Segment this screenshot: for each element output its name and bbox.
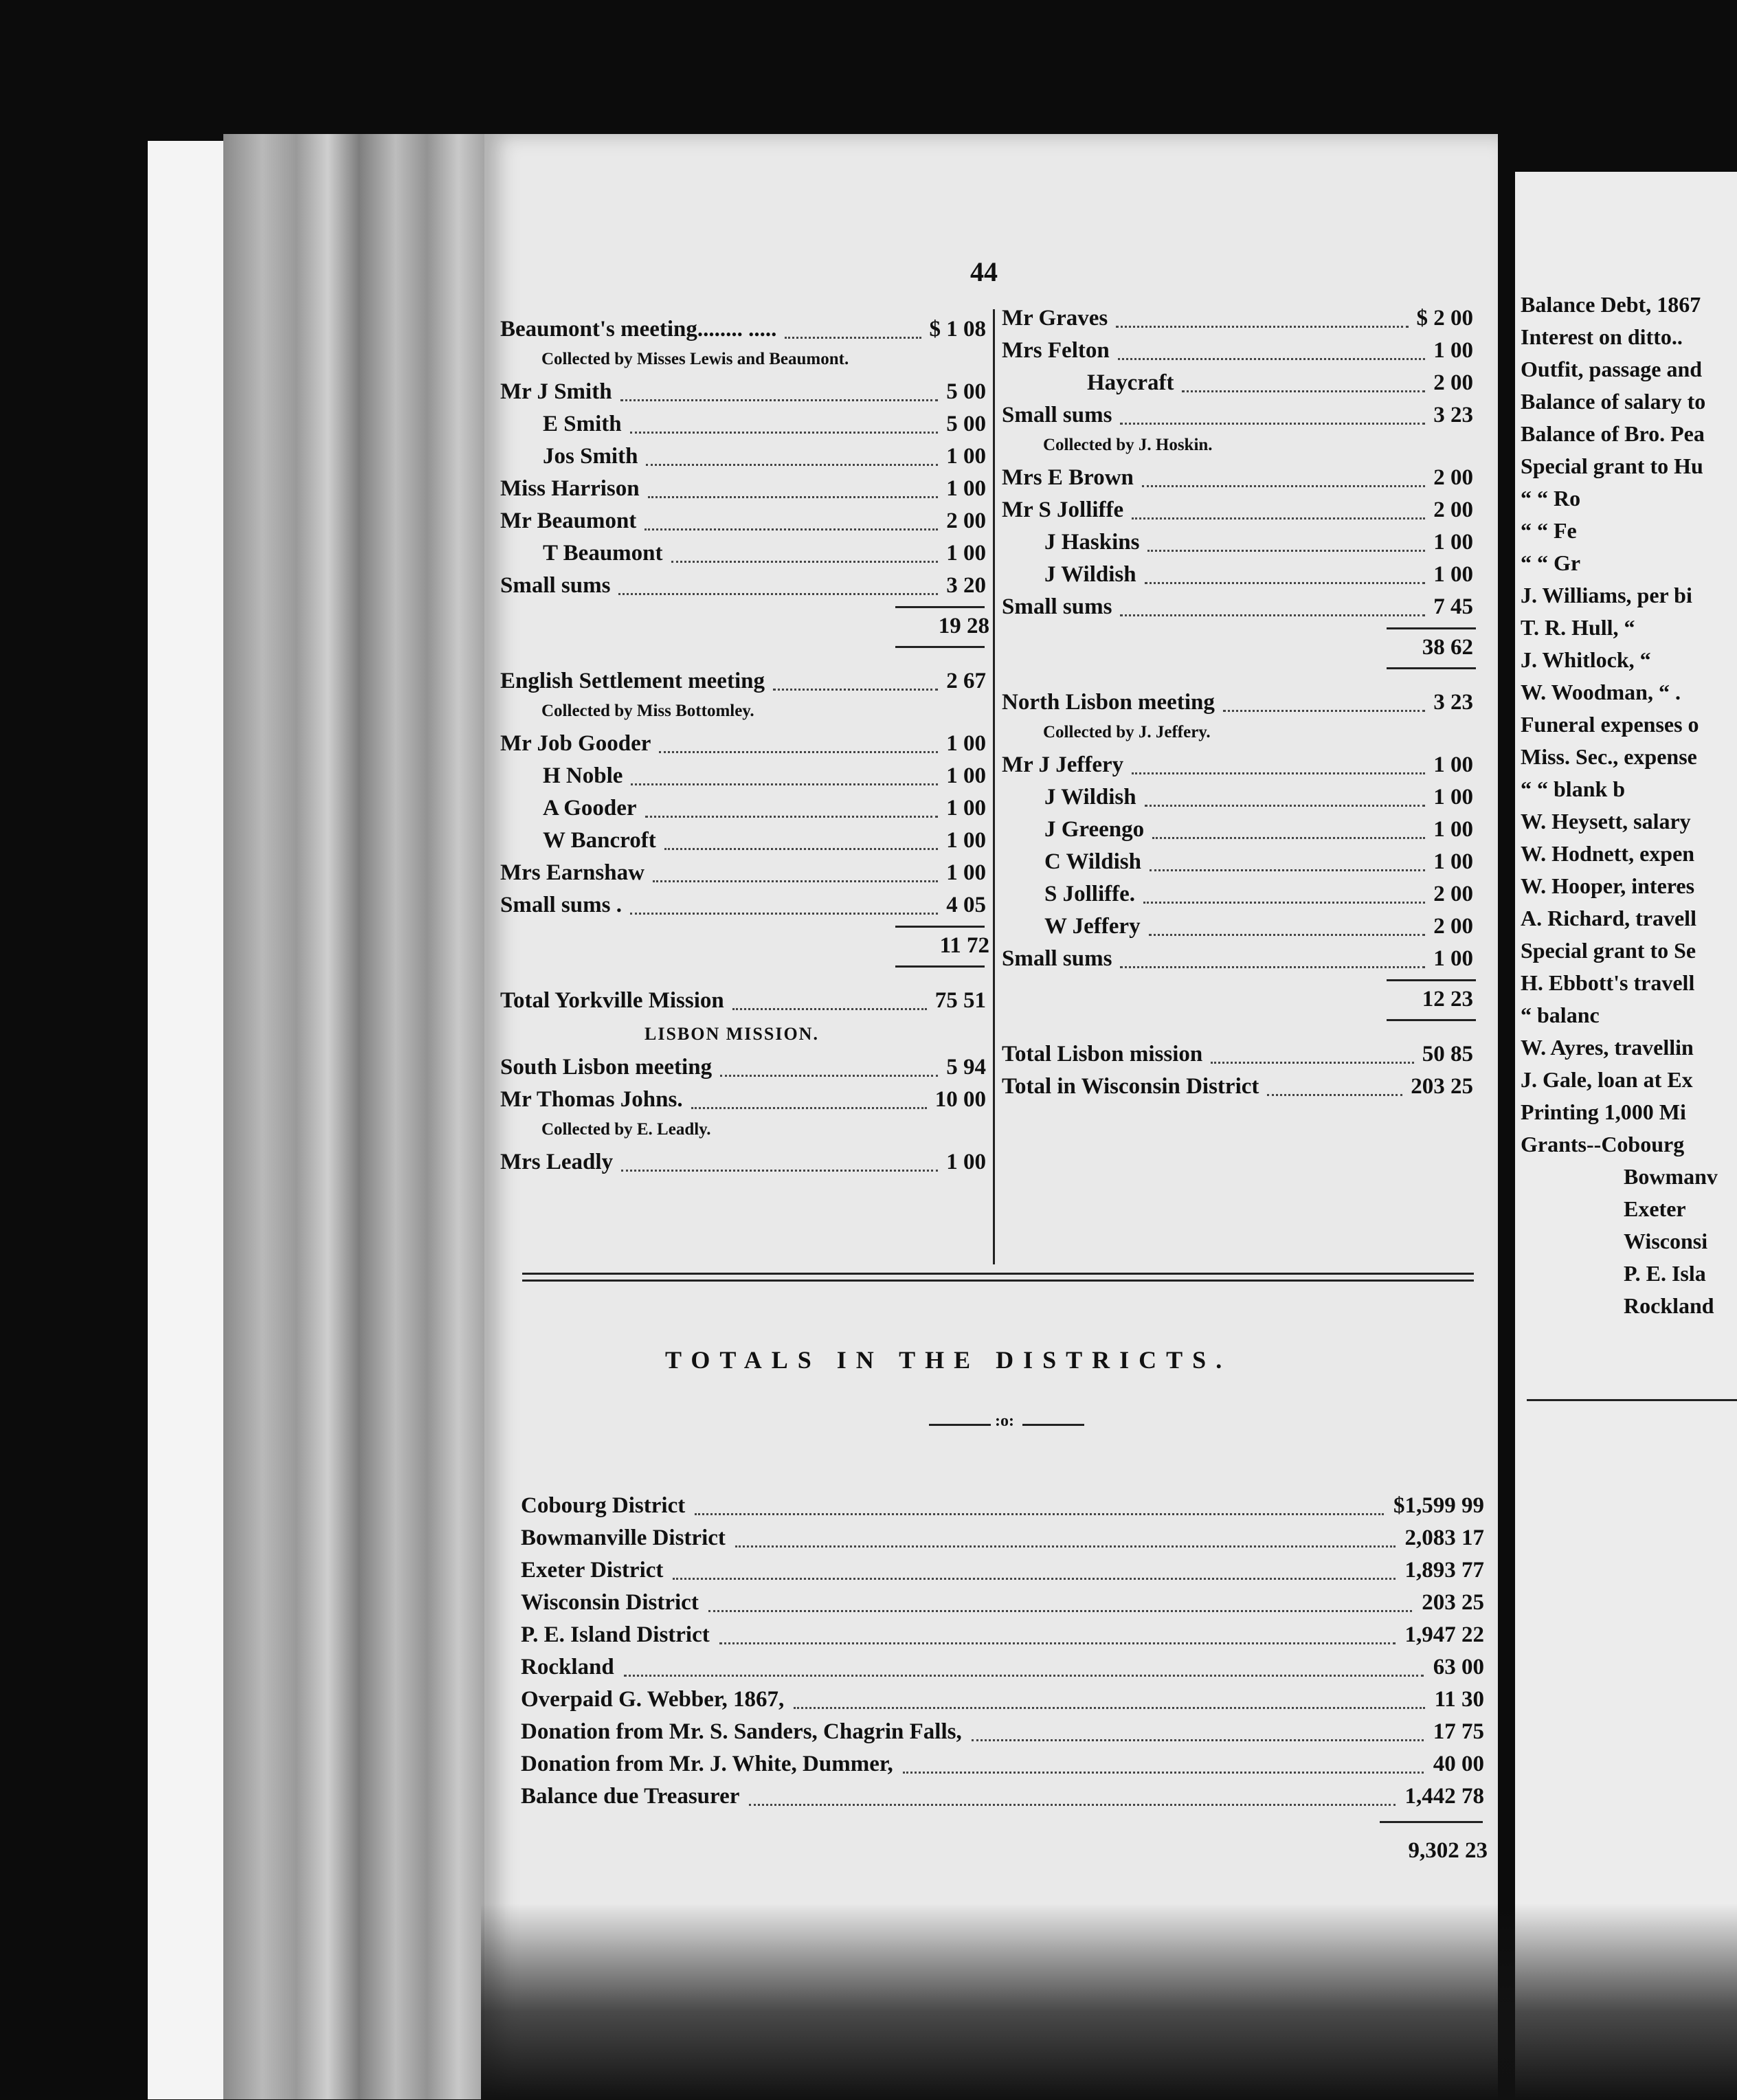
entry-label: A Gooder: [543, 796, 637, 820]
facing-page-line: Grants--Cobourg: [1521, 1132, 1685, 1157]
entry-label: Small sums: [1002, 403, 1112, 427]
facing-page-rule: [1527, 1399, 1737, 1401]
leader-dots: [1118, 358, 1426, 360]
district-label: Exeter District: [521, 1558, 664, 1583]
entry-label: J Haskins: [1044, 530, 1140, 555]
entry-label: English Settlement meeting: [500, 669, 765, 693]
facing-page-line: Rockland: [1624, 1293, 1714, 1318]
district-totals: [521, 1490, 1493, 1875]
entry-label: W Bancroft: [543, 828, 656, 853]
district-total-row: [521, 1587, 1490, 1618]
entry-label: Small sums: [1002, 946, 1112, 971]
district-label: Balance due Treasurer: [521, 1784, 740, 1809]
entry-amount: 1 00: [1433, 530, 1473, 555]
subtotal-rule: [895, 965, 985, 968]
district-amount: 2,083 17: [1404, 1526, 1484, 1550]
facing-page-line: “ “ blank b: [1521, 777, 1626, 801]
subtotal-rule: [895, 646, 985, 648]
leader-dots: [659, 751, 938, 753]
district-total-row: [521, 1780, 1490, 1812]
entry-label: Haycraft: [1087, 370, 1174, 395]
ledger-row: [500, 760, 991, 792]
ledger-row: [1002, 526, 1483, 558]
leader-dots: [1182, 390, 1425, 392]
entry-label: C Wildish: [1044, 849, 1141, 874]
entry-label: Jos Smith: [543, 444, 638, 469]
ledger-row: [1002, 559, 1483, 590]
entry-label: South Lisbon meeting: [500, 1055, 713, 1080]
ledger-row: [1002, 335, 1483, 366]
entry-amount: 1 00: [1433, 562, 1473, 587]
ledger-row: [1002, 814, 1483, 845]
facing-page-line: P. E. Isla: [1624, 1261, 1706, 1286]
entry-amount: 1 00: [946, 828, 986, 853]
ledger-row: [500, 313, 991, 345]
entry-amount: 1 00: [1433, 946, 1473, 971]
entry-amount: 1 00: [946, 1150, 986, 1174]
facing-page-line: W. Hooper, interes: [1521, 873, 1695, 898]
ledger-row: [500, 1084, 991, 1115]
entry-amount: 1 00: [946, 731, 986, 756]
facing-page-line: Interest on ditto..: [1521, 324, 1683, 349]
entry-label: Mr Job Gooder: [500, 731, 651, 756]
facing-page-lines: [1515, 289, 1737, 1333]
ledger-row: [500, 728, 991, 759]
entry-amount: 2 67: [946, 669, 986, 693]
ledger-row: [500, 857, 991, 889]
facing-page-line: Balance of Bro. Pea: [1521, 421, 1705, 446]
leader-dots: [695, 1513, 1384, 1515]
leader-dots: [1223, 710, 1425, 712]
entry-label: Mrs Felton: [1002, 338, 1110, 363]
leader-dots: [620, 399, 939, 401]
leader-dots: [631, 783, 938, 785]
right-column: [1002, 302, 1483, 1264]
entry-amount: 1 00: [946, 541, 986, 566]
leader-dots: [664, 848, 939, 850]
collector-note: Collected by J. Jeffery.: [1043, 723, 1211, 741]
district-amount: 63 00: [1433, 1655, 1484, 1679]
entry-label: J Greengo: [1044, 817, 1145, 842]
grand-total-amount: 9,302 23: [1408, 1838, 1488, 1863]
leader-dots: [1120, 423, 1425, 425]
entry-amount: 1 00: [1433, 338, 1473, 363]
district-total-row: [521, 1490, 1490, 1521]
leader-dots: [621, 1170, 938, 1172]
leader-dots: [673, 1578, 1395, 1580]
ledger-row: [1002, 462, 1483, 493]
entry-amount: 1 00: [1433, 817, 1473, 842]
ornament-rule: [1022, 1424, 1084, 1426]
ledger-row: [500, 537, 991, 569]
subtotal-rule: [1387, 1019, 1476, 1021]
collector-note: Collected by Misses Lewis and Beaumont.: [541, 350, 849, 368]
district-label: Donation from Mr. J. White, Dummer,: [521, 1752, 893, 1776]
leader-dots: [645, 816, 939, 818]
leader-dots: [624, 1675, 1424, 1677]
ledger-row: [1002, 749, 1483, 781]
entry-amount: 1 00: [946, 796, 986, 820]
entry-label: Small sums: [500, 573, 611, 598]
entry-label: Mr Graves: [1002, 306, 1108, 331]
district-amount: 17 75: [1433, 1719, 1484, 1744]
leader-dots: [903, 1772, 1424, 1774]
collector-note: Collected by Miss Bottomley.: [541, 702, 754, 720]
section-heading: LISBON MISSION.: [645, 1024, 819, 1044]
grand-total-rule: [1380, 1821, 1483, 1823]
district-amount: 1,442 78: [1404, 1784, 1484, 1809]
leader-dots: [691, 1107, 927, 1109]
ledger-row: [500, 440, 991, 472]
entry-amount: 2 00: [1433, 882, 1473, 906]
leader-dots: [719, 1642, 1396, 1644]
district-total-row: [521, 1554, 1490, 1586]
ledger-row: [1002, 911, 1483, 942]
facing-page-line: “ “ Gr: [1521, 550, 1581, 575]
entry-amount: 5 00: [946, 412, 986, 436]
facing-page-line: “ balanc: [1521, 1003, 1600, 1027]
page-number: 44: [970, 256, 998, 287]
totals-title: TOTALS IN THE DISTRICTS.: [665, 1346, 1232, 1374]
entry-amount: 5 94: [946, 1055, 986, 1080]
facing-page-line: J. Gale, loan at Ex: [1521, 1067, 1693, 1092]
leader-dots: [1145, 582, 1426, 584]
district-total-row: [521, 1716, 1490, 1747]
district-total-row: [521, 1619, 1490, 1651]
entry-label: Total Lisbon mission: [1002, 1042, 1203, 1066]
ledger-row: [1002, 1071, 1483, 1102]
leader-dots: [1116, 326, 1408, 328]
facing-page-line: W. Heysett, salary: [1521, 809, 1691, 834]
leader-dots: [972, 1739, 1424, 1741]
leader-dots: [1149, 934, 1426, 936]
leader-dots: [630, 432, 939, 434]
leader-dots: [749, 1804, 1395, 1806]
entry-amount: 50 85: [1422, 1042, 1473, 1066]
entry-label: E Smith: [543, 412, 622, 436]
facing-page-line: Printing 1,000 Mi: [1521, 1099, 1686, 1124]
entry-amount: 4 05: [946, 893, 986, 917]
ledger-row: [500, 376, 991, 407]
entry-amount: 75 51: [934, 988, 986, 1013]
totals-ornament: :o:: [995, 1412, 1014, 1430]
ledger-row: [500, 665, 991, 697]
entry-label: Beaumont's meeting........ .....: [500, 317, 777, 342]
subtotal-amount: 19 28: [938, 614, 989, 638]
ledger-row: [1002, 686, 1483, 718]
leader-dots: [1142, 485, 1425, 487]
entry-label: Mr J Jeffery: [1002, 752, 1124, 777]
entry-amount: 1 00: [1433, 849, 1473, 874]
entry-label: Miss Harrison: [500, 476, 640, 501]
scan-margin: [148, 141, 223, 2099]
leader-dots: [646, 464, 938, 466]
district-amount: 1,947 22: [1404, 1622, 1484, 1647]
facing-page-line: Wisconsi: [1624, 1229, 1708, 1253]
left-column: [500, 313, 995, 1275]
section-rule: [522, 1280, 1474, 1282]
entry-label: Mrs E Brown: [1002, 465, 1134, 490]
ledger-row: [500, 889, 991, 921]
entry-label: Mr Thomas Johns.: [500, 1087, 683, 1112]
district-label: Cobourg District: [521, 1493, 686, 1518]
entry-label: Mr Beaumont: [500, 509, 637, 533]
collector-note: Collected by J. Hoskin.: [1043, 436, 1213, 454]
facing-page-line: Miss. Sec., expense: [1521, 744, 1697, 769]
district-amount: 11 30: [1434, 1687, 1484, 1712]
book-page-edges: [223, 134, 484, 2099]
ledger-row: [1002, 943, 1483, 974]
subtotal-rule: [895, 926, 985, 928]
subtotal-rule: [895, 606, 985, 608]
district-total-row: [521, 1522, 1490, 1554]
facing-page-line: Balance of salary to: [1521, 389, 1706, 414]
section-rule: [522, 1273, 1474, 1275]
entry-amount: 3 20: [946, 573, 986, 598]
column-divider: [993, 309, 995, 1264]
leader-dots: [708, 1610, 1412, 1612]
district-total-row: [521, 1748, 1490, 1780]
entry-label: J Wildish: [1044, 562, 1136, 587]
leader-dots: [720, 1075, 938, 1077]
entry-label: Mrs Leadly: [500, 1150, 614, 1174]
entry-label: W Jeffery: [1044, 914, 1141, 939]
leader-dots: [1147, 550, 1425, 552]
facing-page-line: W. Ayres, travellin: [1521, 1035, 1694, 1060]
entry-amount: 1 00: [946, 444, 986, 469]
ledger-row: [500, 825, 991, 856]
ledger-row: [500, 570, 991, 601]
district-label: Donation from Mr. S. Sanders, Chagrin Falls,: [521, 1719, 962, 1744]
district-label: Bowmanville District: [521, 1526, 726, 1550]
facing-page-line: J. Williams, per bi: [1521, 583, 1692, 607]
entry-label: Small sums .: [500, 893, 622, 917]
leader-dots: [1132, 772, 1425, 774]
ledger-row: [1002, 1038, 1483, 1070]
entry-amount: 2 00: [1433, 370, 1473, 395]
entry-amount: 1 00: [946, 476, 986, 501]
subtotal-amount: 12 23: [1422, 987, 1473, 1012]
entry-label: North Lisbon meeting: [1002, 690, 1215, 715]
leader-dots: [653, 880, 938, 882]
ledger-row: [1002, 399, 1483, 431]
facing-page-line: A. Richard, travell: [1521, 906, 1696, 930]
entry-amount: 1 00: [946, 860, 986, 885]
leader-dots: [1152, 837, 1425, 839]
entry-amount: 1 00: [1433, 785, 1473, 809]
leader-dots: [1132, 517, 1425, 520]
entry-label: J Wildish: [1044, 785, 1136, 809]
facing-page-line: H. Ebbott's travell: [1521, 970, 1695, 995]
leader-dots: [1120, 966, 1425, 968]
leader-dots: [785, 337, 921, 339]
district-total-row: [521, 1651, 1490, 1683]
district-label: Overpaid G. Webber, 1867,: [521, 1687, 785, 1712]
subtotal-rule: [1387, 627, 1476, 629]
entry-label: T Beaumont: [543, 541, 663, 566]
entry-label: S Jolliffe.: [1044, 882, 1135, 906]
leader-dots: [732, 1008, 927, 1010]
facing-page-line: W. Hodnett, expen: [1521, 841, 1695, 866]
facing-page-line: “ “ Fe: [1521, 518, 1577, 543]
ledger-row: [500, 408, 991, 440]
leader-dots: [1267, 1094, 1402, 1096]
entry-amount: 2 00: [1433, 498, 1473, 522]
leader-dots: [1145, 805, 1426, 807]
entry-amount: $ 1 08: [929, 317, 986, 342]
leader-dots: [1143, 902, 1425, 904]
entry-amount: 2 00: [1433, 465, 1473, 490]
ledger-row: [1002, 302, 1483, 334]
facing-page-line: Special grant to Hu: [1521, 454, 1703, 478]
facing-page-line: Bowmanv: [1624, 1164, 1718, 1189]
leader-dots: [1120, 614, 1425, 616]
district-amount: $1,599 99: [1393, 1493, 1484, 1518]
ledger-row: [500, 985, 991, 1016]
district-label: Wisconsin District: [521, 1590, 699, 1615]
district-label: Rockland: [521, 1655, 614, 1679]
entry-label: Total in Wisconsin District: [1002, 1074, 1259, 1099]
facing-page-line: Outfit, passage and: [1521, 357, 1703, 381]
facing-page-line: W. Woodman, “ .: [1521, 680, 1681, 704]
facing-page-line: J. Whitlock, “: [1521, 647, 1651, 672]
leader-dots: [645, 528, 938, 530]
ledger-row: [1002, 781, 1483, 813]
entry-amount: $ 2 00: [1416, 306, 1473, 331]
subtotal-rule: [1387, 667, 1476, 669]
collector-note: Collected by E. Leadly.: [541, 1120, 711, 1139]
entry-label: Mrs Earnshaw: [500, 860, 645, 885]
ornament-rule: [929, 1424, 991, 1426]
leader-dots: [773, 689, 938, 691]
ledger-row: [500, 473, 991, 504]
entry-amount: 1 00: [946, 763, 986, 788]
leader-dots: [794, 1707, 1424, 1709]
entry-amount: 2 00: [1433, 914, 1473, 939]
facing-page-line: Special grant to Se: [1521, 938, 1696, 963]
entry-amount: 203 25: [1411, 1074, 1473, 1099]
entry-label: Mr S Jolliffe: [1002, 498, 1124, 522]
leader-dots: [618, 593, 938, 595]
leader-dots: [671, 561, 939, 563]
entry-amount: 5 00: [946, 379, 986, 404]
entry-label: Mr J Smith: [500, 379, 612, 404]
ledger-row: [1002, 878, 1483, 910]
leader-dots: [648, 496, 939, 498]
leader-dots: [1211, 1062, 1414, 1064]
entry-amount: 3 23: [1433, 690, 1473, 715]
district-amount: 1,893 77: [1404, 1558, 1484, 1583]
leader-dots: [630, 913, 938, 915]
scan-shadow: [481, 1903, 1737, 2100]
facing-page-line: T. R. Hull, “: [1521, 615, 1635, 640]
entry-amount: 3 23: [1433, 403, 1473, 427]
entry-amount: 10 00: [934, 1087, 986, 1112]
ledger-row: [500, 792, 991, 824]
entry-label: Total Yorkville Mission: [500, 988, 724, 1013]
subtotal-amount: 11 72: [939, 933, 989, 958]
ledger-row: [500, 1051, 991, 1083]
leader-dots: [735, 1545, 1396, 1548]
ledger-row: [1002, 494, 1483, 526]
leader-dots: [1150, 869, 1425, 871]
district-amount: 40 00: [1433, 1752, 1484, 1776]
entry-amount: 7 45: [1433, 594, 1473, 619]
entry-amount: 1 00: [1433, 752, 1473, 777]
ledger-row: [500, 1146, 991, 1178]
entry-label: Small sums: [1002, 594, 1112, 619]
subtotal-amount: 38 62: [1422, 635, 1473, 660]
district-amount: 203 25: [1422, 1590, 1484, 1615]
entry-label: H Noble: [543, 763, 623, 788]
district-label: P. E. Island District: [521, 1622, 710, 1647]
facing-page-line: Balance Debt, 1867: [1521, 292, 1701, 317]
subtotal-rule: [1387, 979, 1476, 981]
ledger-row: [1002, 591, 1483, 623]
facing-page-line: Funeral expenses o: [1521, 712, 1699, 737]
district-total-row: [521, 1684, 1490, 1715]
facing-page-line: Exeter: [1624, 1196, 1686, 1221]
entry-amount: 2 00: [946, 509, 986, 533]
facing-page-line: “ “ Ro: [1521, 486, 1581, 511]
ledger-row: [500, 505, 991, 537]
ledger-row: [1002, 367, 1483, 399]
ledger-row: [1002, 846, 1483, 878]
